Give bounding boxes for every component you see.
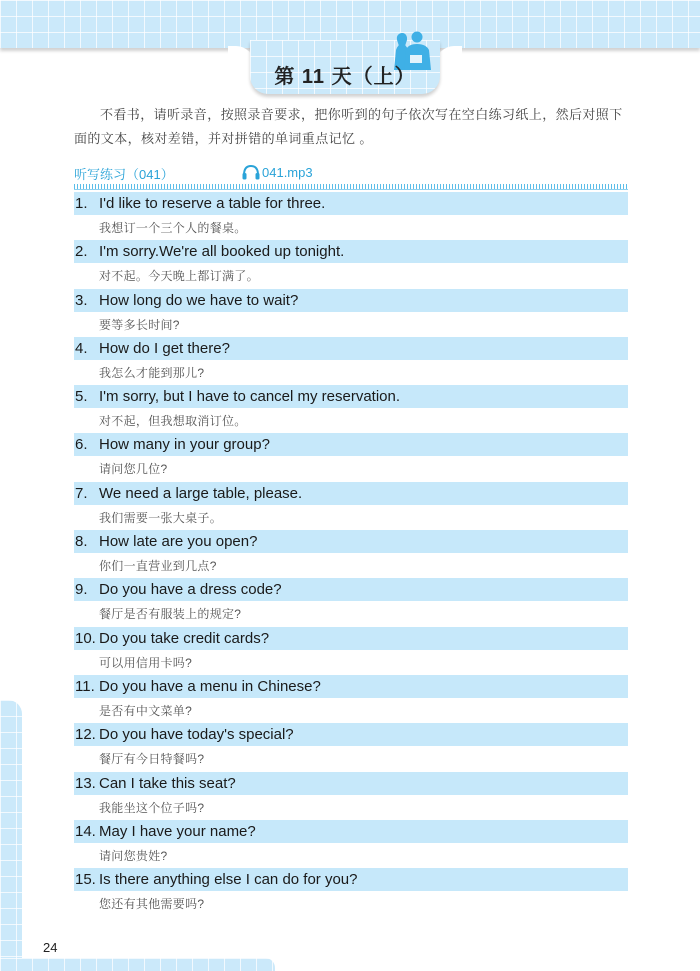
list-item (74, 192, 628, 240)
phrase-number: 5. (75, 388, 88, 406)
phrase-english: May I have your name? (99, 822, 256, 840)
phrase-number: 14. (75, 822, 96, 840)
list-item (74, 772, 628, 820)
phrase-number: 15. (75, 871, 96, 889)
phrase-english-row (74, 289, 628, 312)
phrase-english: I'm sorry, but I have to cancel my reservation. (99, 388, 401, 406)
phrase-english-row (74, 482, 628, 505)
phrase-english: How long do we have to wait? (99, 291, 299, 309)
list-item (74, 868, 628, 916)
list-item (74, 240, 628, 288)
page-title: 第 11 天（上） (274, 66, 416, 88)
phrase-english: Do you have today's special? (99, 726, 294, 744)
section-label: 听写练习（041） (74, 167, 174, 182)
phrase-english: How many in your group? (99, 436, 270, 454)
phrase-english-row (74, 337, 628, 360)
phrase-chinese: 我想订一个三个人的餐桌。 (99, 221, 247, 235)
phrase-list (74, 192, 628, 916)
phrase-english-row (74, 675, 628, 698)
phrase-english-row (74, 192, 628, 215)
phrase-english: Is there anything else I can do for you? (99, 871, 358, 889)
audio-filename[interactable]: 041.mp3 (262, 164, 313, 180)
phrase-english-row (74, 723, 628, 746)
phrase-english-row (74, 433, 628, 456)
phrase-chinese: 要等多长时间? (99, 317, 180, 332)
list-item (74, 627, 628, 675)
phrase-chinese: 对不起。今天晚上都订满了。 (99, 269, 259, 284)
phrase-english-row (74, 868, 628, 891)
phrase-chinese: 是否有中文菜单? (99, 703, 193, 718)
phrase-number: 11. (75, 677, 95, 695)
phrase-english: Do you have a dress code? (99, 581, 282, 599)
phrase-english-row (74, 578, 628, 601)
phrase-english: I'm sorry.We're all booked up tonight. (99, 243, 345, 261)
list-item (74, 530, 628, 578)
phrase-number: 8. (75, 533, 88, 551)
list-item (74, 578, 628, 626)
section-header (74, 164, 628, 186)
list-item (74, 337, 628, 385)
phrase-chinese: 请问您贵姓? (99, 848, 168, 863)
divider-line (74, 189, 628, 190)
phrase-english-row (74, 627, 628, 650)
phrase-chinese: 我怎么才能到那儿? (99, 365, 205, 380)
phrase-chinese: 对不起，但我想取消订位。 (99, 414, 247, 429)
list-item (74, 820, 628, 868)
phrase-number: 7. (75, 484, 88, 502)
phrase-number: 3. (75, 291, 88, 309)
phrase-english-row (74, 820, 628, 843)
phrase-number: 2. (75, 243, 88, 261)
phrase-english-row (74, 772, 628, 795)
phrase-number: 9. (75, 581, 88, 599)
phrase-english: How late are you open? (99, 533, 258, 551)
phrase-english: I'd like to reserve a table for three. (99, 195, 326, 212)
phrase-english-row (74, 385, 628, 408)
phrase-number: 12. (75, 726, 96, 744)
phrase-chinese: 您还有其他需要吗? (99, 897, 205, 912)
list-item (74, 289, 628, 337)
phrase-english: Do you have a menu in Chinese? (99, 677, 321, 695)
phrase-chinese: 你们一直营业到几点? (99, 559, 217, 574)
audio-link[interactable] (242, 164, 313, 180)
phrase-chinese: 餐厅是否有服装上的规定? (99, 607, 242, 622)
phrase-chinese: 我能坐这个位子吗? (99, 800, 205, 815)
phrase-chinese: 我们需要一张大桌子。 (99, 510, 223, 525)
page-number: 24 (43, 940, 58, 955)
headphone-icon (242, 164, 260, 180)
list-item (74, 675, 628, 723)
list-item (74, 482, 628, 530)
list-item (74, 385, 628, 433)
phrase-chinese: 餐厅有今日特餐吗? (99, 752, 205, 767)
phrase-english: How do I get there? (99, 339, 230, 357)
phrase-number: 10. (75, 629, 96, 647)
phrase-chinese: 请问您几位? (99, 462, 168, 477)
list-item (74, 433, 628, 481)
phrase-number: 1. (75, 195, 88, 212)
phrase-english: Can I take this seat? (99, 774, 236, 792)
phrase-english-row (74, 240, 628, 263)
phrase-chinese: 可以用信用卡吗? (99, 655, 193, 670)
phrase-english-row (74, 530, 628, 553)
phrase-number: 13. (75, 774, 96, 792)
phrase-number: 6. (75, 436, 88, 454)
phrase-english: Do you take credit cards? (99, 629, 270, 647)
phrase-english: We need a large table, please. (99, 484, 303, 502)
phrase-number: 4. (75, 339, 88, 357)
instructions-paragraph: 不看书，请听录音，按照录音要求，把你听到的句子依次写在空白练习纸上，然后对照下面的文本，核对差错，并对拼错的单词重点记忆 。 (74, 107, 623, 146)
list-item (74, 723, 628, 771)
bottom-decoration-band (0, 958, 275, 971)
left-decoration-band (0, 700, 22, 971)
